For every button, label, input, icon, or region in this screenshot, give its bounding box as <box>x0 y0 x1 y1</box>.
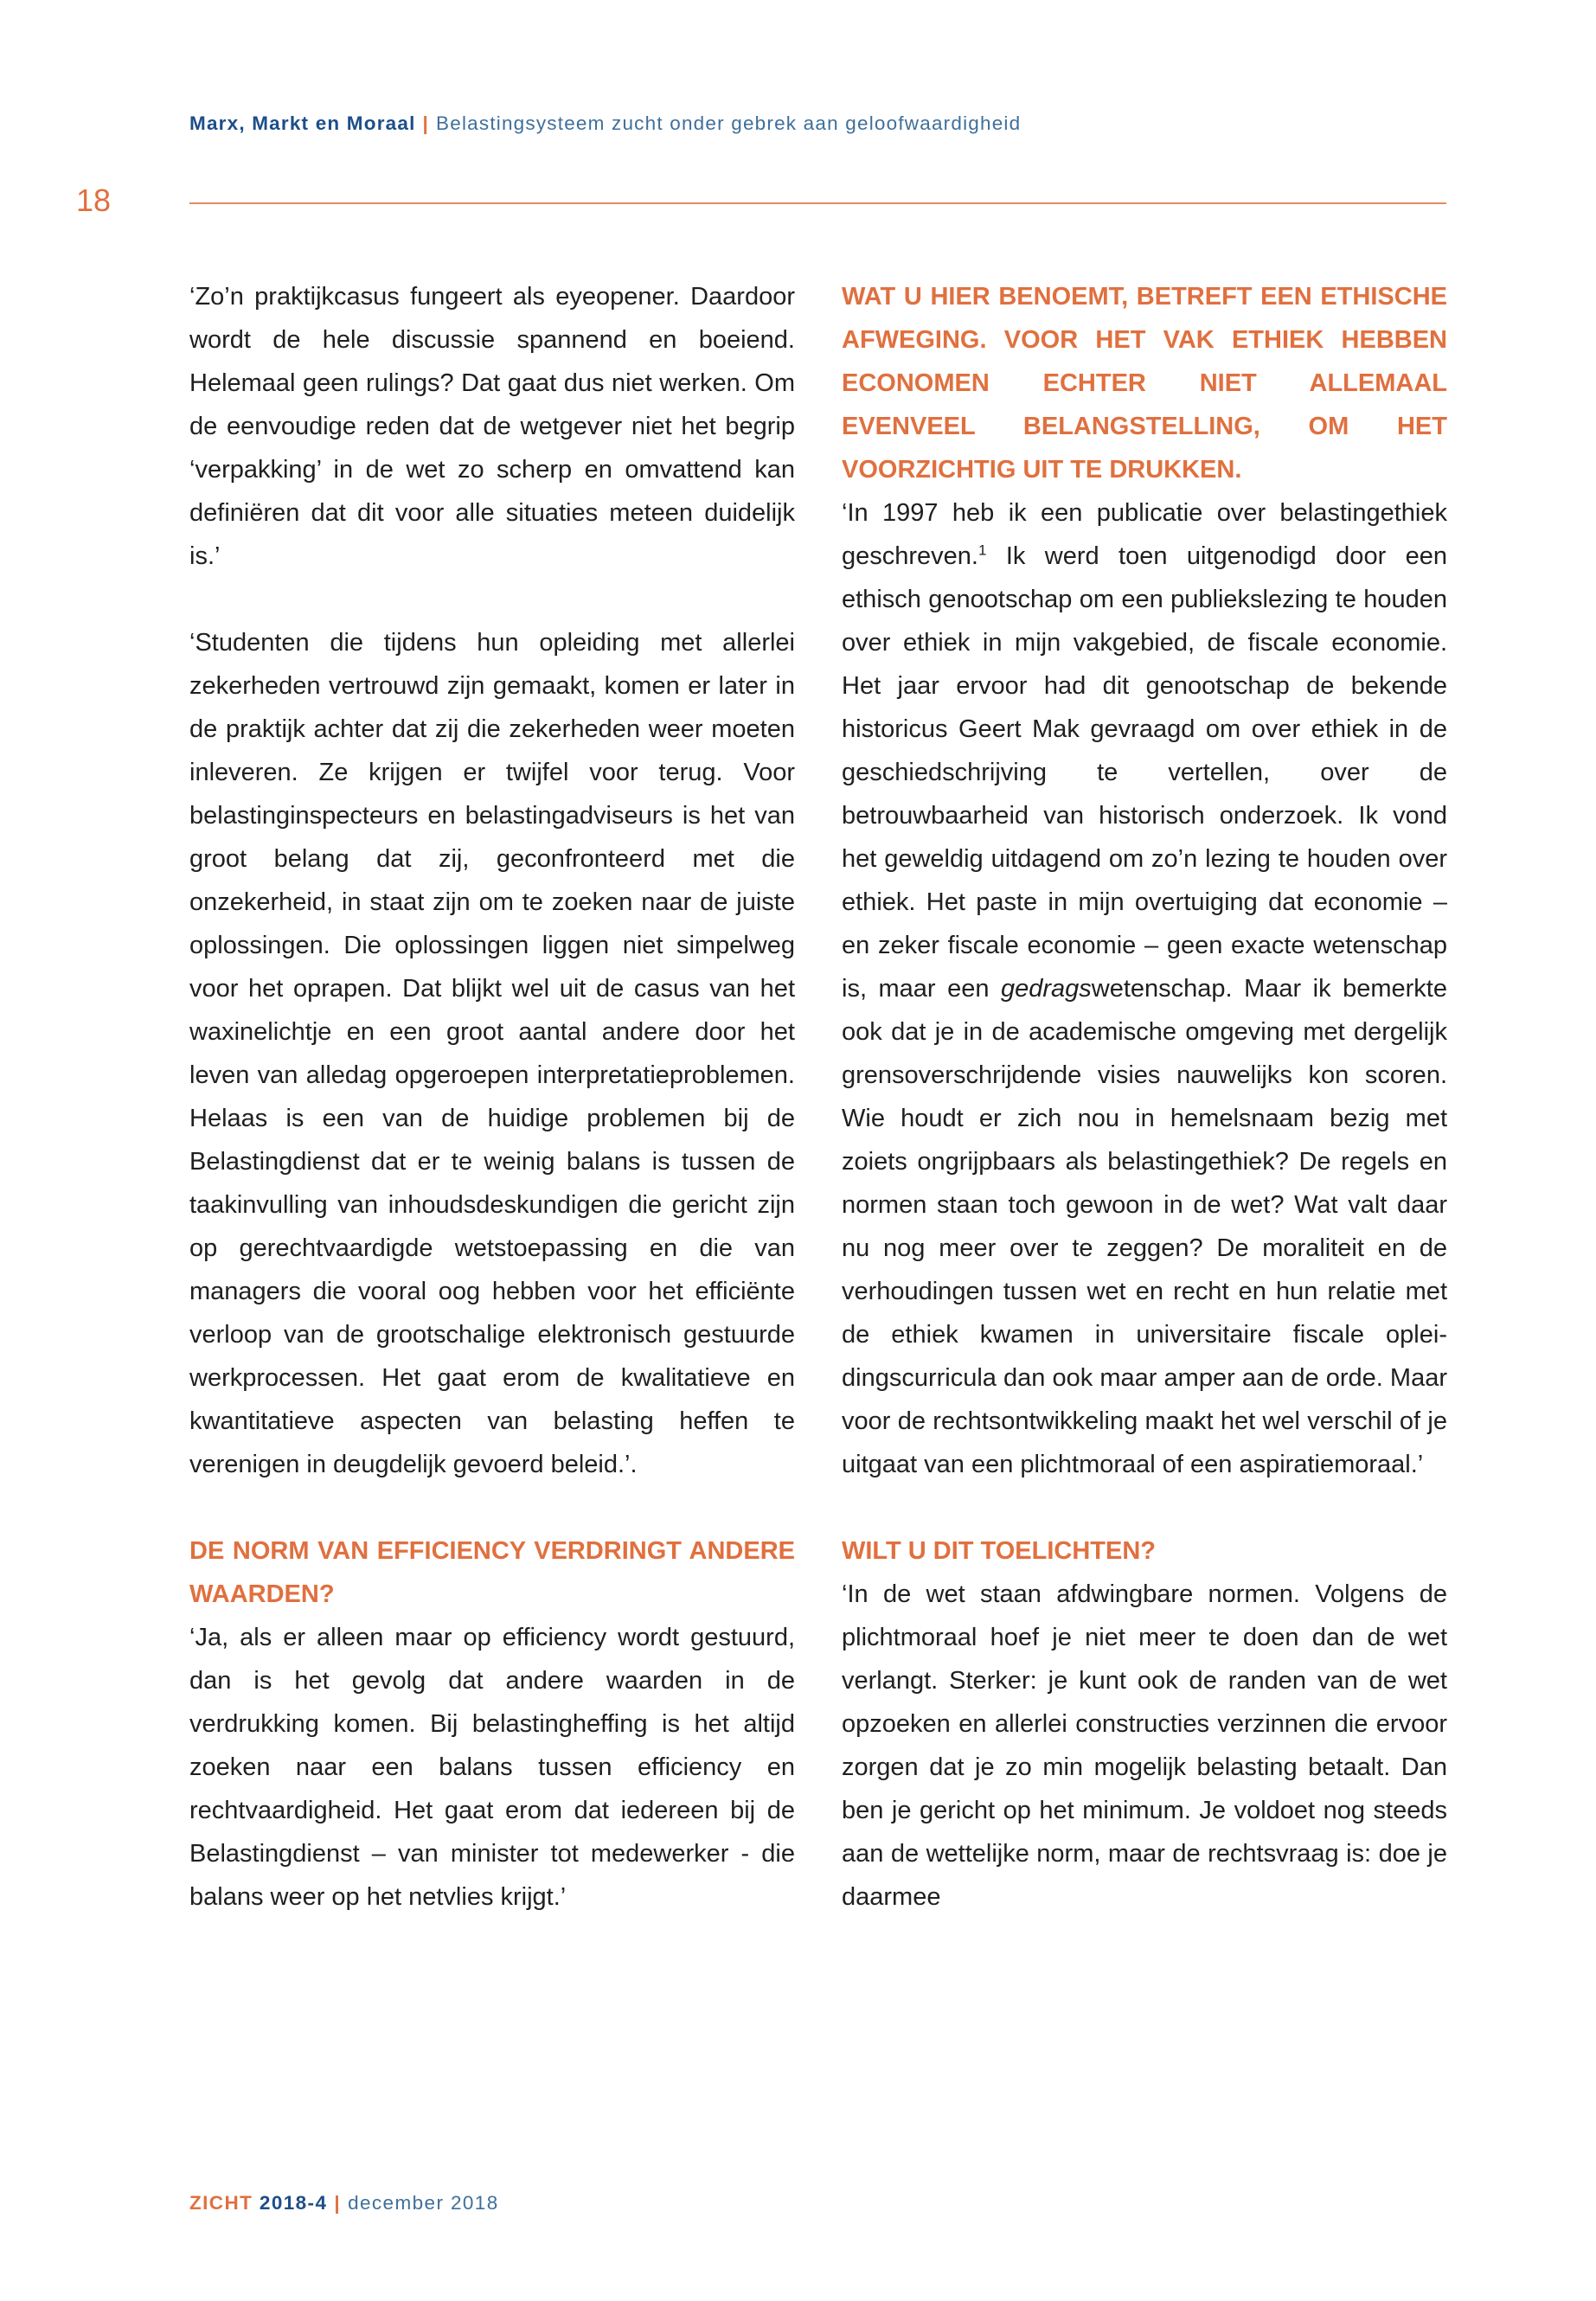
question-heading: WILT U DIT TOELICHTEN? <box>842 1537 1156 1565</box>
paragraph-gap <box>189 578 795 621</box>
header-subtitle: Belastingsysteem zucht onder gebrek aan geloofwaardigheid <box>436 112 1022 134</box>
footer-issue: 2018-4 <box>259 2192 328 2214</box>
footer-magazine: ZICHT <box>189 2192 253 2214</box>
question-heading: DE NORM VAN EFFICIENCY VERDRINGT ANDERE WAARDEN? <box>189 1537 795 1608</box>
header-separator: | <box>422 112 430 134</box>
paragraph-gap <box>842 1486 1447 1529</box>
paragraph: ‘Zo’n praktijkcasus fungeert als eyeopener. Daardoor wordt de hele discussie spannend en boeiend. Helemaal geen rulings? Dat gaat dus niet werken. Om de eenvoudige reden dat de wetgever niet het begrip ‘verpakking’ in de wet zo scherp en omvattend kan definiëren dat dit voor alle situaties meteen duidelijk is.’ <box>189 283 795 570</box>
paragraph-gap <box>189 1486 795 1529</box>
paragraph-text: wetenschap. Maar ik bemerkte ook dat je in de academische omgeving met dergelijk grensoverschrijdende visies nauwelijks kon scoren. Wie houdt er zich nou in hemelsnaam bezig met zoiets ongrijpbaars als belastingethiek? De regels en normen staan toch gewoon in de wet? Wat valt daar nu nog meer over te zeggen? De moraliteit en de verhoudingen tussen wet en recht en hun relatie met de ethiek kwamen in universitaire fiscale opleidingscurricula dan ook maar amper aan de orde. Maar voor de rechtsontwikkeling maakt het wel verschil of je uitgaat van een plichtmoraal of een aspiratiemoraal.’ <box>842 975 1447 1478</box>
paragraph: ‘Ja, als er alleen maar op efficiency wordt gestuurd, dan is het gevolg dat andere waarden in de verdrukking komen. Bij belastingheffing is het altijd zoeken naar een balans tussen efficiency en rechtvaardigheid. Het gaat erom dat iedereen bij de Belastingdienst – van minister tot medewerker - die balans weer op het netvlies krijgt.’ <box>189 1624 795 1911</box>
running-header <box>189 112 1021 135</box>
paragraph-text: Ik werd toen uitgenodigd door een ethisch genootschap om een publiekslezing te houden over ethiek in mijn vakgebied, de fiscale economie. Het jaar ervoor had dit genootschap de bekende historicus Geert Mak gevraagd om over ethiek in de geschiedschrijving te vertellen, over de betrouwbaarheid van historisch onderzoek. Ik vond het geweldig uitdagend om zo’n lezing te houden over ethiek. Het paste in mijn overtuiging dat economie – en zeker fiscale economie – geen exacte wetenschap is, maar een <box>842 542 1447 1003</box>
paragraph: ‘Studenten die tijdens hun opleiding met allerlei zekerheden vertrouwd zijn gemaakt, komen er later in de praktijk achter dat zij die zekerheden weer moeten inleveren. Ze krijgen er twijfel voor terug. Voor belastinginspecteurs en belastingadviseurs is het van groot belang dat zij, geconfronteerd met die onzekerheid, in staat zijn om te zoeken naar de juiste oplossingen. Die oplossingen liggen niet simpelweg voor het oprapen. Dat blijkt wel uit de casus van het waxinelichtje en een groot aantal andere door het leven van alledag opgeroepen interpretatieproblemen. Helaas is een van de huidige problemen bij de Belastingdienst dat er te weinig balans is tussen de taakinvulling van inhoudsdeskundigen die gericht zijn op gerechtvaardigde wetstoepassing en die van managers die vooral oog hebben voor het efficiënte verloop van de grootschalige elektronisch gestuurde werkprocessen. Het gaat erom de kwalitatieve en kwantitatieve aspecten van belasting heffen te verenigen in deugdelijk gevoerd beleid.’. <box>189 629 795 1478</box>
footer-separator: | <box>334 2192 342 2214</box>
left-column <box>189 275 795 1919</box>
footnote-reference: 1 <box>978 542 987 559</box>
footer-date: december 2018 <box>348 2192 499 2214</box>
header-divider <box>189 202 1446 204</box>
paragraph <box>842 491 1447 1486</box>
header-title: Marx, Markt en Moraal <box>189 112 416 134</box>
paragraph-text: ‘In 1997 heb ik een publicatie over belastingethiek geschreven. <box>842 499 1447 570</box>
paragraph: ‘In de wet staan afdwingbare normen. Volgens de plichtmoraal hoef je niet meer te doen dan de wet verlangt. Sterker: je kunt ook de randen van de wet opzoeken en allerlei constructies verzinnen die ervoor zorgen dat je zo min mogelijk belasting betaalt. Dan ben je gericht op het minimum. Je voldoet nog steeds aan de wettelijke norm, maar de rechtsvraag is: doe je daarmee <box>842 1580 1447 1911</box>
question-heading: WAT U HIER BENOEMT, BETREFT EEN ETHISCHE AFWEGING. VOOR HET VAK ETHIEK HEBBEN ECONOMEN ECHTER NIET ALLEMAAL EVENVEEL BELANGSTELLING, OM HET VOORZICHTIG UIT TE DRUKKEN. <box>842 283 1447 484</box>
page-number: 18 <box>76 183 112 218</box>
page-footer <box>189 2192 499 2214</box>
italic-text: gedrags <box>1000 975 1092 1003</box>
right-column <box>842 275 1447 1919</box>
